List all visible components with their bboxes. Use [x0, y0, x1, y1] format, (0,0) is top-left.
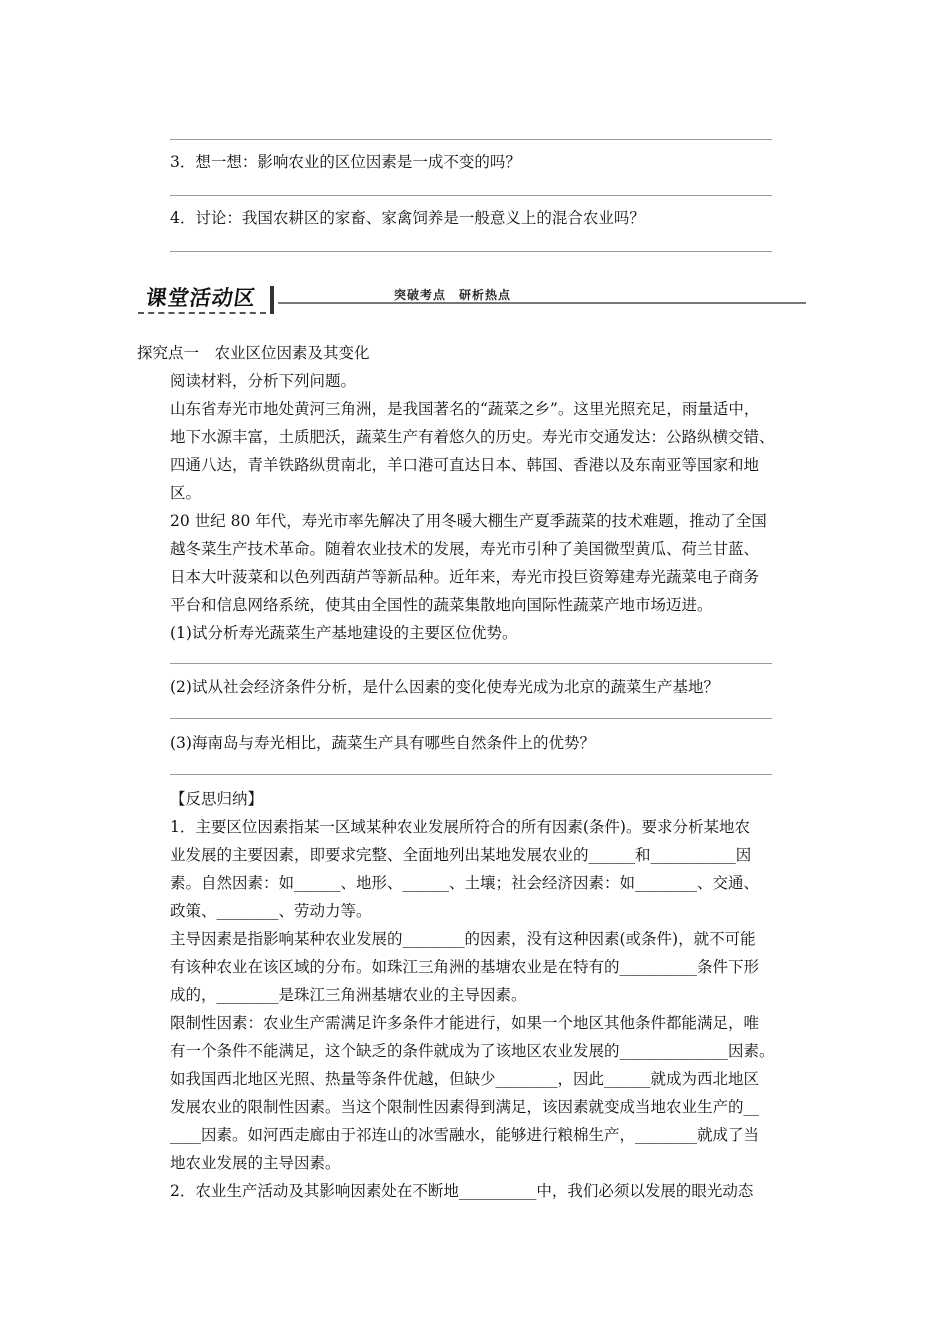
paragraph-line: 20 世纪 80 年代，寿光市率先解决了用冬暖大棚生产夏季蔬菜的技术难题，推动了全国	[170, 512, 767, 530]
section-title: 课堂活动区	[144, 286, 258, 310]
answer-line	[170, 718, 772, 719]
reflect-line: 主导因素是指影响某种农业发展的________的因素，没有这种因素(或条件)，就不可能	[170, 930, 756, 948]
paragraph-line: 日本大叶菠菜和以色列西葫芦等新品种。近年来，寿光市投巨资筹建寿光蔬菜电子商务	[170, 568, 760, 586]
explore-question-3: (3)海南岛与寿光相比，蔬菜生产具有哪些自然条件上的优势？	[170, 734, 595, 752]
explore-question-2: (2)试从社会经济条件分析，是什么因素的变化使寿光成为北京的蔬菜生产基地？	[170, 678, 719, 696]
reflect-line: 有一个条件不能满足，这个缺乏的条件就成为了该地区农业发展的______________因素。	[170, 1042, 775, 1060]
answer-line	[170, 774, 772, 775]
reflect-line: 2．农业生产活动及其影响因素处在不断地__________中，我们必须以发展的眼光动态	[170, 1182, 754, 1200]
reflect-line: 素。自然因素：如______、地形、______、土壤；社会经济因素：如________、交通、	[170, 874, 760, 892]
paragraph-line: 区。	[170, 484, 202, 502]
reflect-line: 地农业发展的主导因素。	[170, 1154, 341, 1172]
section-divider-bar	[270, 286, 274, 314]
explore-question-1: (1)试分析寿光蔬菜生产基地建设的主要区位优势。	[170, 624, 518, 642]
section-dash-underline	[138, 312, 266, 314]
paragraph-line: 地下水源丰富，土质肥沃，蔬菜生产有着悠久的历史。寿光市交通发达：公路纵横交错、	[170, 428, 775, 446]
reflect-heading: 【反思归纳】	[170, 790, 264, 808]
answer-line	[170, 139, 772, 140]
answer-line	[170, 663, 772, 664]
reflect-line: 业发展的主要因素，即要求完整、全面地列出某地发展农业的______和___________因	[170, 846, 752, 864]
reflect-line: 成的，________是珠江三角洲基塘农业的主导因素。	[170, 986, 527, 1004]
paragraph-line: 山东省寿光市地处黄河三角洲，是我国著名的“蔬菜之乡”。这里光照充足，雨量适中，	[170, 400, 760, 418]
answer-line	[170, 251, 772, 252]
question-4: 4．讨论：我国农耕区的家畜、家禽饲养是一般意义上的混合农业吗？	[170, 209, 645, 227]
reflect-line: 发展农业的限制性因素。当这个限制性因素得到满足，该因素就变成当地农业生产的__	[170, 1098, 760, 1116]
section-banner	[138, 280, 806, 320]
question-3: 3．想一想：影响农业的区位因素是一成不变的吗？	[170, 153, 521, 171]
paragraph-line: 四通八达，青羊铁路纵贯南北，羊口港可直达日本、韩国、香港以及东南亚等国家和地	[170, 456, 760, 474]
reflect-line: 如我国西北地区光照、热量等条件优越，但缺少________，因此______就成为西北地区	[170, 1070, 760, 1088]
reflect-line: 1．主要区位因素指某一区域某种农业发展所符合的所有因素(条件)。要求分析某地农	[170, 818, 750, 836]
paragraph-line: 平台和信息网络系统，使其由全国性的蔬菜集散地向国际性蔬菜产地市场迈进。	[170, 596, 713, 614]
reflect-line: ____因素。如河西走廊由于祁连山的冰雪融水，能够进行粮棉生产，________就成了当	[170, 1126, 760, 1144]
explore-intro: 阅读材料，分析下列问题。	[170, 372, 357, 390]
answer-line	[170, 195, 772, 196]
reflect-line: 政策、________、劳动力等。	[170, 902, 372, 920]
paragraph-line: 越冬菜生产技术革命。随着农业技术的发展，寿光市引种了美国微型黄瓜、荷兰甘蓝、	[170, 540, 760, 558]
section-rule	[278, 302, 806, 304]
section-subtitle: 突破考点 研析热点	[394, 288, 512, 302]
explore-heading: 探究点一 农业区位因素及其变化	[137, 344, 370, 362]
reflect-line: 有该种农业在该区域的分布。如珠江三角洲的基塘农业是在特有的__________条件下形	[170, 958, 760, 976]
reflect-line: 限制性因素：农业生产需满足许多条件才能进行，如果一个地区其他条件都能满足，唯	[170, 1014, 760, 1032]
